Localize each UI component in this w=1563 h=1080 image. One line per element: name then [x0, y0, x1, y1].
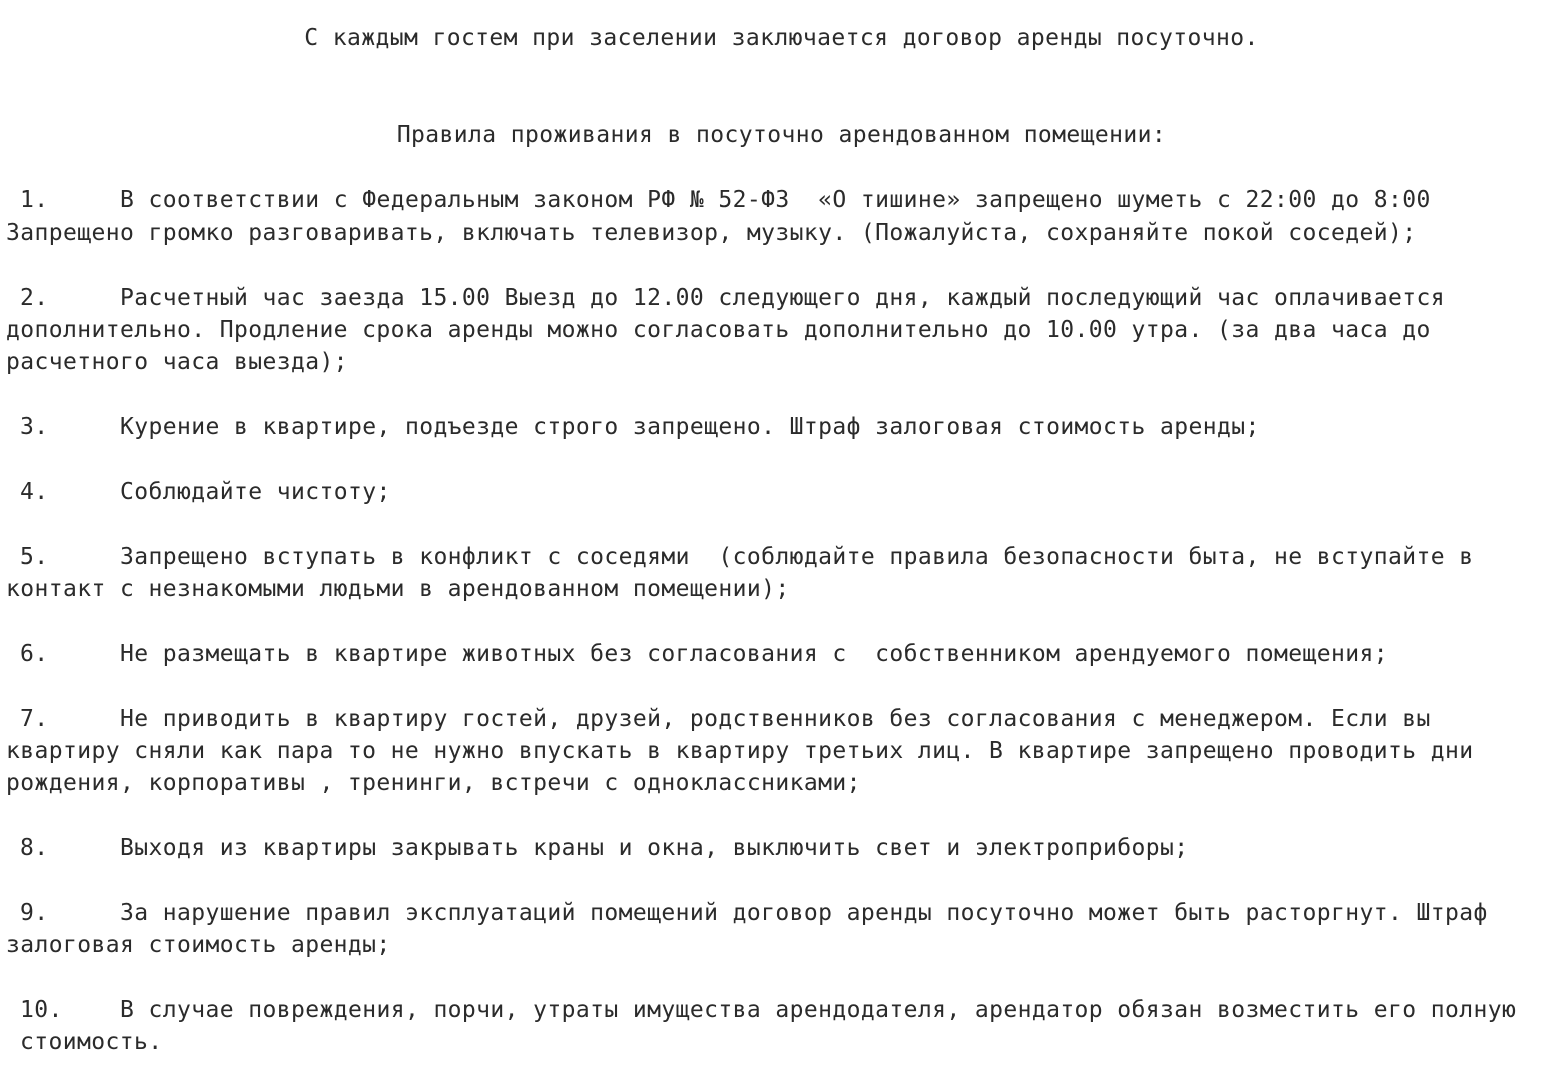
- rule-text-line: стоимость.: [20, 1029, 163, 1055]
- rule-number: 9.: [20, 900, 49, 926]
- rule-number: 3.: [20, 414, 49, 440]
- rule-number: 1.: [20, 187, 49, 213]
- rule-number: 8.: [20, 835, 49, 861]
- rule-text-line: дополнительно. Продление срока аренды можно согласовать дополнительно до 10.00 утра. (за два часа до: [6, 317, 1431, 343]
- rule-text-line: Выходя из квартиры закрывать краны и окна, выключить свет и электроприборы;: [120, 835, 1189, 861]
- rule-text-line: Расчетный час заезда 15.00 Выезд до 12.00 следующего дня, каждый последующий час оплачивается: [120, 285, 1445, 311]
- rule-number: 10.: [20, 997, 63, 1023]
- rules-title: Правила проживания в посуточно арендованном помещении:: [396, 122, 1167, 148]
- rule-text-line: рождения, корпоративы , тренинги, встречи с одноклассниками;: [6, 770, 861, 796]
- rule-text-line: Соблюдайте чистоту;: [120, 479, 391, 505]
- rule-number: 4.: [20, 479, 49, 505]
- rule-text-line: Не размещать в квартире животных без согласования с собственником арендуемого помещения;: [120, 641, 1388, 667]
- rule-number: 2.: [20, 285, 49, 311]
- rule-text-line: Не приводить в квартиру гостей, друзей, родственников без согласования с менеджером. Если вы: [120, 706, 1431, 732]
- rule-text-line: За нарушение правил эксплуатаций помещений договор аренды посуточно может быть расторгнут. Штраф: [120, 900, 1488, 926]
- intro-text: С каждым гостем при заселении заключается договор аренды посуточно.: [304, 25, 1259, 51]
- rule-text-line: квартиру сняли как пара то не нужно впускать в квартиру третьих лиц. В квартире запрещено проводить дни: [6, 738, 1474, 764]
- rule-number: 7.: [20, 706, 49, 732]
- rule-number: 5.: [20, 544, 49, 570]
- rule-text-line: В соответствии с Федеральным законом РФ № 52-ФЗ «О тишине» запрещено шуметь с 22:00 до 8:00: [120, 187, 1431, 213]
- rule-text-line: Запрещено вступать в конфликт с соседями (соблюдайте правила безопасности быта, не вступайте в: [120, 544, 1474, 570]
- rule-text-line: контакт с незнакомыми людьми в арендованном помещении);: [6, 576, 790, 602]
- rule-text-line: Запрещено громко разговаривать, включать телевизор, музыку. (Пожалуйста, сохраняйте покой соседей);: [6, 220, 1417, 246]
- rule-text-line: В случае повреждения, порчи, утраты имущества арендодателя, арендатор обязан возместить его полную: [120, 997, 1517, 1023]
- rule-text-line: Курение в квартире, подъезде строго запрещено. Штраф залоговая стоимость аренды;: [120, 414, 1260, 440]
- rule-text-line: залоговая стоимость аренды;: [6, 932, 391, 958]
- rule-number: 6.: [20, 641, 49, 667]
- rule-text-line: расчетного часа выезда);: [6, 349, 348, 375]
